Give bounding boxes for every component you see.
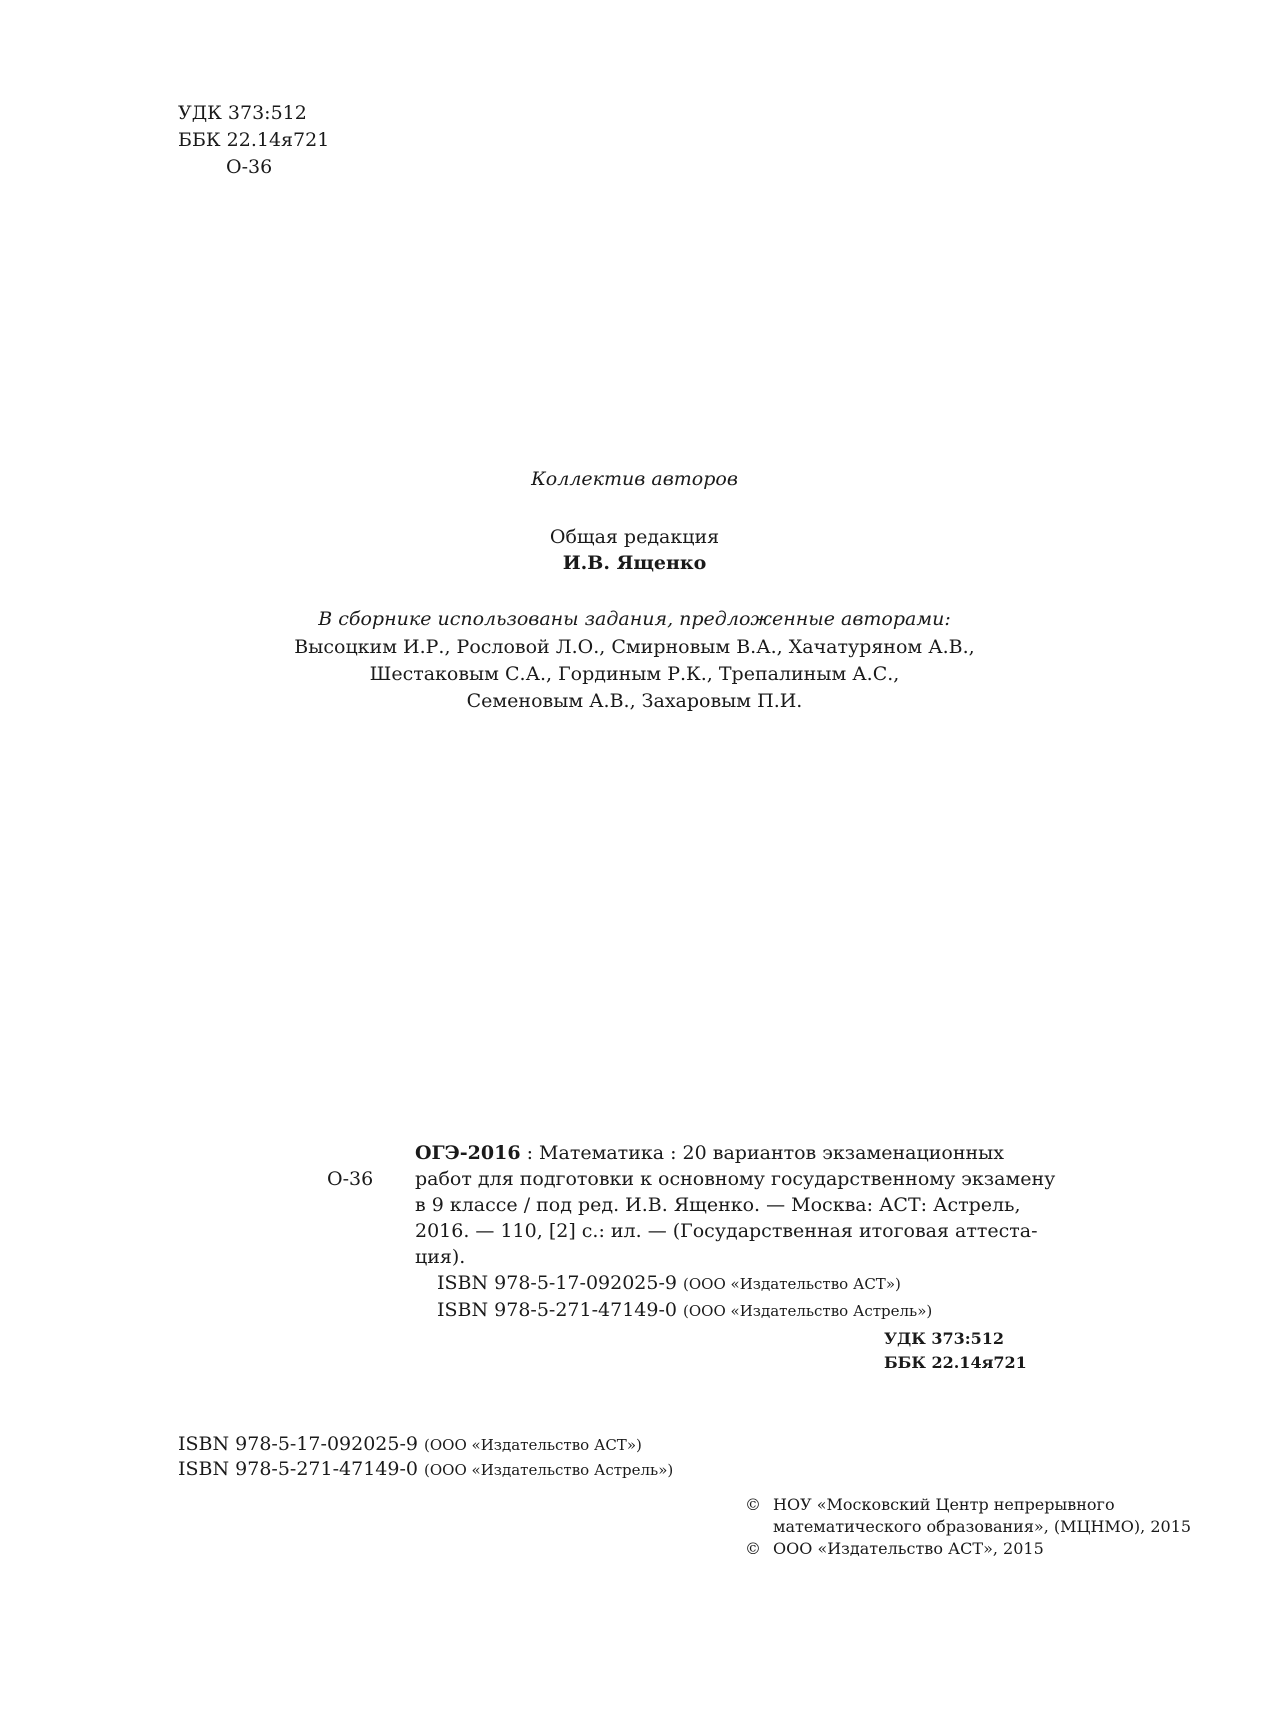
copyright-icon: © [745, 1539, 761, 1558]
authors-line: Семеновым А.В., Захаровым П.И. [466, 690, 803, 712]
bbk-code: ББК 22.14я721 [884, 1353, 1027, 1372]
authors-list [0, 634, 1269, 715]
catalog-codes-right [884, 1327, 1027, 1375]
general-editor-label: Общая редакция [549, 526, 720, 548]
general-editor-name: И.В. Ященко [562, 552, 707, 574]
biblio-isbn-ast: ISBN 978-5-17-092025-9 (ООО «Издательство АСТ») [437, 1272, 901, 1294]
authors-line: Высоцким И.Р., Рословой Л.О., Смирновым В.А., Хачатуряном А.В., [294, 636, 975, 658]
biblio-line-4: 2016. — 110, [2] с.: ил. — (Государственная итоговая аттеста- [415, 1220, 1038, 1242]
copyright-ast: © ООО «Издательство АСТ», 2015 [745, 1539, 1044, 1558]
bibliographic-record [327, 1140, 1056, 1324]
copyright-block: © НОУ «Московский Центр непрерывного математического образования», (МЦНМО), 2015 © ООО «Издательство АСТ», 2015 [745, 1495, 1192, 1558]
biblio-isbn-astrel: ISBN 978-5-271-47149-0 (ООО «Издательство Астрель») [437, 1299, 933, 1321]
biblio-author-mark: О-36 [327, 1168, 374, 1190]
biblio-line-2: О-36 работ для подготовки к основному государственному экзамену [327, 1168, 1056, 1190]
isbn-astrel: ISBN 978-5-271-47149-0 (ООО «Издательство Астрель») [178, 1458, 674, 1480]
authors-line: Шестаковым С.А., Гординым Р.К., Трепалиным А.С., [369, 663, 900, 685]
author-mark: О-36 [226, 156, 273, 178]
udk-code: УДК 373:512 [884, 1329, 1005, 1348]
catalog-codes-top [178, 100, 329, 181]
copyright-icon: © [745, 1495, 761, 1514]
used-tasks-note: В сборнике использованы задания, предложенные авторами: [318, 608, 951, 630]
book-subtitle: : Математика : 20 вариантов экзаменационных [520, 1142, 1004, 1164]
book-title: ОГЭ-2016 [415, 1142, 521, 1164]
copyright-mcnmo: © НОУ «Московский Центр непрерывного [745, 1495, 1115, 1514]
bbk-code: ББК 22.14я721 [178, 129, 330, 151]
udk-code: УДК 373:512 [178, 102, 307, 124]
isbn-block [178, 1432, 673, 1482]
isbn-ast: ISBN 978-5-17-092025-9 (ООО «Издательство АСТ») [178, 1433, 642, 1455]
biblio-line-1 [327, 1140, 1007, 1166]
collective-of-authors: Коллектив авторов [531, 468, 738, 490]
biblio-line-5: ция). [415, 1246, 466, 1268]
biblio-line-3: в 9 классе / под ред. И.В. Ященко. — Москва: АСТ: Астрель, [415, 1194, 1021, 1216]
